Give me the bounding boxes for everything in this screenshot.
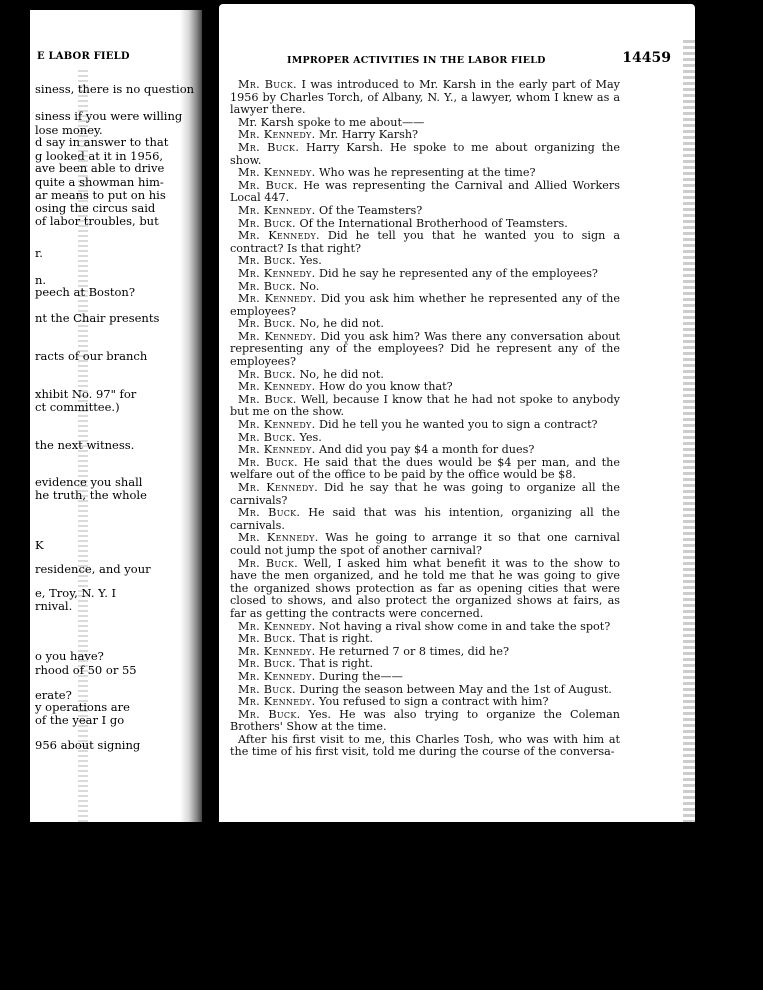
transcript-paragraph [230,79,620,117]
left-text-line: ar means to put on his [35,188,166,202]
left-text-line: 956 about signing [35,738,141,752]
left-text-line: of the year I go [35,713,125,727]
speech-text: How do you know that? [319,380,453,394]
speaker-name: Mr. Kennedy. [238,266,316,280]
left-text-line: K [35,538,44,552]
speaker-name: Mr. Buck. [238,556,298,570]
left-text-line: of labor troubles, but [35,214,159,228]
speaker-name: Mr. Kennedy. [238,128,316,142]
speaker-name: Mr. Buck. [238,317,296,331]
speech-text: Yes. [299,430,322,444]
left-page-fragment [30,10,202,822]
speech-text: And did you pay $4 a month for dues? [319,443,535,457]
speaker-name: Mr. Buck. [238,682,296,696]
speaker-name: Mr. Kennedy. [238,531,319,545]
speaker-name: Mr. Buck. [238,279,296,293]
speaker-name: Mr. Buck. [238,140,300,154]
speech-text: Who was he representing at the time? [319,166,536,180]
left-text-line: y operations are [35,700,130,714]
left-text-line: he truth, the whole [35,488,147,502]
speaker-name: Mr. Buck. [238,430,296,444]
running-header-title: IMPROPER ACTIVITIES IN THE LABOR FIELD [287,55,546,66]
left-text-line: rhood of 50 or 55 [35,663,137,677]
left-text-line: nt the Chair presents [35,311,160,325]
left-page-header: E LABOR FIELD [37,51,130,62]
left-text-line: xhibit No. 97" for [35,387,137,401]
speaker-name: Mr. Kennedy. [238,443,316,457]
speaker-name: Mr. Kennedy. [238,329,317,343]
speech-text: No. [299,279,320,293]
left-text-line: peech at Boston? [35,285,136,299]
speech-text: That is right. [299,657,374,671]
speaker-name: Mr. Buck. [238,657,296,671]
page-header [287,50,671,70]
page-number: 14459 [622,50,671,66]
speech-text: Not having a rival show come in and take the spot? [319,619,611,633]
speaker-name: Mr. Kennedy. [238,166,316,180]
left-text-line: residence, and your [35,562,151,576]
speech-text: Well, because I know that he had not spoke to anybody but me on the show. [230,392,620,419]
transcript-paragraph [230,394,620,419]
page-edge-shadow [683,40,695,822]
speech-text: He said that was his intention, organizing all the carnivals. [230,506,620,532]
transcript-paragraph [230,180,620,205]
speech-text: Did he say that he was going to organize all the carnivals? [230,481,620,507]
speaker-name: Mr. Buck. [238,455,298,469]
speech-text: He said that the dues would be $4 per man, and the welfare out of the office to be paid by the office would be $8. [230,455,620,482]
speech-text: No, he did not. [299,317,384,331]
speech-text: That is right. [299,632,374,646]
transcript-paragraph [230,709,620,734]
left-text-line: ave been able to drive [35,161,165,175]
left-text-line: ct committee.) [35,400,120,414]
speaker-name: Mr. Buck. [238,707,301,721]
speaker-name: Mr. Kennedy. [238,644,316,658]
left-text-line: n. [35,273,47,287]
speech-text: Did he say he represented any of the employees? [319,266,598,280]
left-text-line: quite a showman him- [35,175,164,189]
speaker-name: Mr. Kennedy. [238,292,317,306]
speech-text: After his first visit to me, this Charles Tosh, who was with him at the time of his first visit, told me during the course of the conversa- [230,732,620,759]
document-page [219,4,695,822]
speech-text: He was representing the Carnival and Allied Workers Local 447. [230,178,620,205]
transcript-paragraph [230,230,620,255]
speech-text: Harry Karsh. He spoke to me about organizing the show. [230,140,620,167]
left-text-line: e, Troy, N. Y. I [35,586,117,600]
speech-text: You refused to sign a contract with him? [319,695,549,709]
left-text-line: erate? [35,688,72,702]
speaker-name: Mr. Buck. [238,392,297,406]
speaker-name: Mr. Kennedy. [238,418,316,432]
speaker-name: Mr. Kennedy. [238,695,316,709]
speaker-name: Mr. Buck. [238,78,297,91]
speaker-name: Mr. Kennedy. [238,619,316,633]
speech-text: During the—— [319,669,403,683]
left-text-line: rnival. [35,599,73,613]
speaker-name: Mr. Kennedy. [238,481,318,494]
speech-text: I was introduced to Mr. Karsh in the early part of May 1956 by Charles Torch, of Albany, N. Y., a lawyer, whom I knew as a lawyer there. [230,78,620,117]
left-text-line: d say in answer to that [35,135,169,149]
left-text-line: racts of our branch [35,349,148,363]
left-text-line: the next witness. [35,438,135,452]
transcript-paragraph [230,558,620,621]
speech-text: Yes. He was also trying to organize the Coleman Brothers' Show at the time. [230,707,620,734]
speaker-name: Mr. Buck. [238,254,296,268]
speaker-name: Mr. Kennedy. [238,380,316,394]
speaker-name: Mr. Kennedy. [238,203,316,217]
transcript-paragraph [230,457,620,482]
speech-text: Did he tell you he wanted you to sign a contract? [319,418,598,432]
speaker-name: Mr. Buck. [238,632,296,646]
speaker-name: Mr. Buck. [238,216,296,230]
speaker-name: Mr. Kennedy. [238,229,320,243]
transcript-paragraph [230,734,620,759]
transcript-paragraph [230,507,620,532]
speech-text: Did you ask him? Was there any conversation about representing any of the employees? Did he represent any of the employees? [230,329,620,369]
transcript-paragraph [230,293,620,318]
speech-text: Mr. Harry Karsh? [319,128,419,142]
speaker-name: Mr. Buck. [238,367,296,381]
transcript-body [230,79,620,759]
speech-text: Mr. Karsh spoke to me about—— [238,115,425,129]
left-text-line: osing the circus said [35,201,156,215]
transcript-paragraph [230,331,620,369]
speech-text: He returned 7 or 8 times, did he? [319,644,509,658]
speaker-name: Mr. Buck. [238,506,301,520]
transcript-paragraph [230,532,620,557]
left-text-line: g looked at it in 1956, [35,149,164,163]
speech-text: No, he did not. [299,367,384,381]
speech-text: Did you ask him whether he represented any of the employees? [230,292,620,318]
left-text-line: siness if you were willing [35,109,183,123]
speech-text: Yes. [299,254,322,268]
speech-text: Of the Teamsters? [319,203,423,217]
speaker-name: Mr. Buck. [238,178,298,192]
speech-text: Of the International Brotherhood of Teamsters. [299,216,568,230]
speech-text: During the season between May and the 1st of August. [299,682,612,696]
transcript-paragraph [230,482,620,507]
speech-text: Well, I asked him what benefit it was to the show to have the men organized, and he told me that he was going to give the organized shows protection as far as opening cities that were closed to shows, and also protect the organized shows at fairs, as far as getting the contracts were concerned. [230,556,620,620]
transcript-paragraph [230,142,620,167]
speaker-name: Mr. Kennedy. [238,669,316,683]
speech-text: Did he tell you that he wanted you to sign a contract? Is that right? [230,229,620,255]
speech-text: Was he going to arrange it so that one carnival could not jump the spot of another carnival? [230,531,621,557]
book-gutter-shadow [180,10,202,822]
left-text-line: evidence you shall [35,475,143,489]
left-text-line: lose money. [35,123,103,137]
left-text-line: o you have? [35,649,104,663]
left-text-line: siness, there is no question [35,82,195,96]
left-text-line: r. [35,246,43,260]
